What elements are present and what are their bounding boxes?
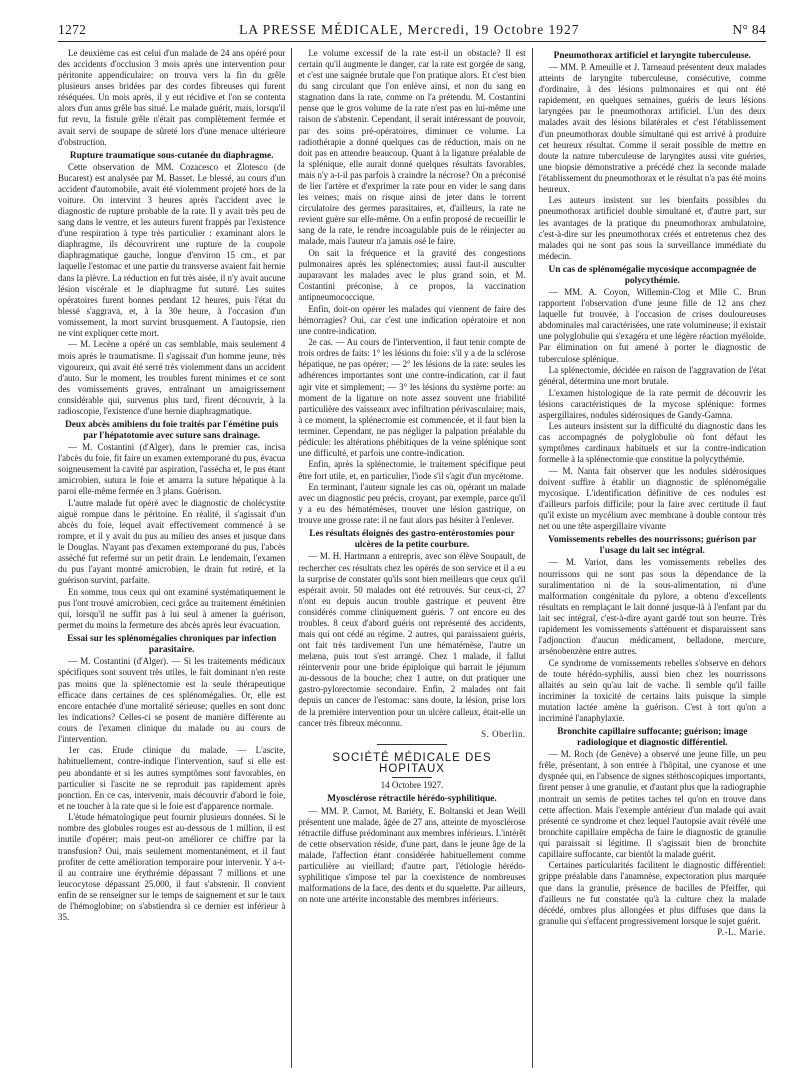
section-heading: Un cas de splénomégalie mycosique accompagnée de polycythémie. [548,264,757,286]
section-divider [392,777,432,778]
paragraph: — MM. P. Carnot, M. Bariéty, E. Boltanski et Jean Weill présentent une malade, âgée de 27 ans, atteinte de myosclérose rétractile diffuse prédominant aux membres inférieurs. L'intérêt de cette observation réside, d'une part, dans le jeune âge de la malade, l'affection étant considérée habituellement comme particulière au vieillard; d'autre part, l'étiologie hérédo-syphilitique s'impose tel par la coexistence de nombreuses malformations de la face, des dents et du squelette. Par ailleurs, on note une artérite inconstable des membres inférieurs. [298,805,526,905]
section-heading: Deux abcès amibiens du foie traités par l'émétine puis par l'hépatotomie avec suture sans drainage. [65,419,279,442]
column-1 [58,48,291,1068]
paragraph: L'examen histologique de la rate permit de découvrir les lésions caractéristiques de la mycose splénique: formes aspergillaires, nodules sidérosiques de Gandy-Gamna. [538,387,766,420]
paragraph: — M. H. Hartmann a entrepris, avec son élève Soupault, de rechercher ces résultats chez les opérés de son service et il a eu la surprise de constater qu'ils sont bien meilleurs que ceux qu'il espérait avoir. 50 malades ont été retrouvés. Sur ceux-ci, 27 n'ont eu depuis aucun trouble gastrique et peuvent être considérés comme cliniquement guéris. 7 ont encore eu des troubles. 8 ceux d'abord guéris ont représenté des accidents, mais qui ont cédé au régime. 2 autres, qui paraissaient guéris, ont fait très tardivement l'un une hématémèse, l'autre un melæna, puis tout s'est arrangé. Chez 1 malade, il fallut réintervenir pour une bride épiploïque qui barrait le jéjunum au-dessous de la bouche; chez 1 autre, on dut pratiquer une gastro-pylorectomie secondaire. Enfin, 2 malades ont fait depuis un cancer de l'estomac: sans doute, la lésion, prise lors de la première intervention pour un ulcère calleux, était-elle un cancer très fibreux méconnu. [298,551,526,728]
paragraph: Cette observation de MM. Cozacesco et Zlotesco (de Bucarest) est analysée par M. Basset. Le blessé, au cours d'un accident d'automobile, avait été violemment projeté hors de la voiture. On intervint 3 heures après l'accident avec le diagnostic de rupture probable de la rate. Il y avait très peu de sang dans le ventre, et les auteurs furent frappés par l'existence d'une respiration à type très particulier : examinant alors le diaphragme, ils découvrirent une rupture de la coupole diaphragmatique gauche, longue d'environ 15 cm., et par laquelle l'estomac et une partie du transverse avaient fait hernie dans la plèvre. La réduction en fut très aisée, il n'y avait aucune lésion viscérale et le diaphragme fut suturé. Les suites opératoires furent bonnes pendant 12 heures, puis l'état du blessé s'aggrava, et, à la 30e heure, à l'occasion d'un vomissement, la mort survint brusquement. A l'autopsie, rien ne vint expliquer cette mort. [58,161,286,338]
paragraph: Le deuxième cas est celui d'un malade de 24 ans opéré pour des accidents d'occlusion 3 mois après une intervention pour péritonite appendiculaire: on trouva vers la fin du grêle plusieurs anses bridées par des cordes fibreuses qui furent réséquées. Un mois après, il y eut récidive et l'on se contenta alors d'un anus grêle bas situé. Le malade guérit, mais, lorsqu'il fut revu, la fistule grêle n'était pas complètement fermée et avait servi de soupape de sûreté lors d'une menace ultérieure d'obstruction. [58,48,286,147]
author-signature: P.-L. Marie. [717,927,766,938]
author-signature: S. Oberlin. [481,729,526,740]
paragraph: 2e cas. — Au cours de l'intervention, il faut tenir compte de trois ordres de faits: 1° les lésions du foie: s'il y a de la sclérose hépatique, ne pas opérer; — 2° les lésions de la rate: seules les adhérences importantes sont une contre-indication, car il faut agir vite et simplement; — 3° les lésions du système porte: au moment de la ligature on note assez souvent une friabilité particulière des vaisseaux avec infiltration périvasculaire; mais, à ce moment, la splénectomie est commencée, et il faut bien la terminer. Cependant, ne pas négliger la palpation préalable du pédicule: les altérations phébitiques de la veine splénique sont une difficulté, et parfois une contre-indication. [298,337,526,458]
paragraph: Ce syndrome de vomissements rebelles s'observe en dehors de toute hérédo-syphilis, aussi bien chez les nourrissons allaités au sein qu'au lait de vache. Il semble qu'il faille incriminer la toxicité de certains laits puisque la simple mutation lactée amène la guérison. C'est à tort qu'on a incriminé l'anaphylaxie. [538,657,766,723]
paragraph: Les auteurs insistent sur les bienfaits possibles du pneumothorax artificiel double simultané et, d'autre part, sur les avantages de la pratique du pneumothorax ambulatoire, c'est-à-dire sur les pneumothorax créés et entretenus chez des malades qui ne sont pas sous la surveillance immédiate du médecin. [538,195,766,261]
paragraph: L'étude hématologique peut fournir plusieurs données. Si le nombre des globules rouges est au-dessous de 1 million, il est inutile d'opérer; mais peut-on améliorer ce chiffre par la transfusion? Oui, mais seulement momentanément, et il faut profiter de cette amélioration temporaire pour intervenir. Y a-t-il au contraire une érythrémie dépassant 7 millions et une leucocytose dépassant 25.000, il faut s'abstenir. Il convient enfin de se renseigner sur le temps de saignement et sur le taux de l'hémoglobine; on s'abstiendra si ce dernier est inférieur à 35. [58,812,286,922]
section-heading: Les résultats éloignés des gastro-entérostomies pour ulcères de la petite courbure. [309,529,515,551]
issue-number: N° 84 [732,22,766,37]
page-number: 1272 [58,22,87,37]
paragraph: — M. Roch (de Genève) a observé une jeune fille, un peu frêle, présentant, à son entrée à l'hôpital, une cyanose et une dyspnée qui, en l'absence de signes stéthoscopiques importants, firent penser à une granulie, et d'autant plus que la radiographie montrait un semis de petites taches tel qu'on en trouve dans cette affection. Mais l'exemple antérieur d'un malade qui avait présenté ce syndrome et chez lequel l'autopsie avait révélé une bronchite capillaire empêcha de faire le diagnostic de granulie qui paraissait si légitime. Il s'agissait bien de bronchite capillaire suffocante, car bientôt la malade guérit. [538,749,766,859]
paragraph: En terminant, l'auteur signale les cas où, opérant un malade avec un diagnostic peu précis, croyant, par exemple, parce qu'il y a eu des hématémèses, trouver une lésion gastrique, on trouve une grosse rate: il ne faut alors pas hésiter à l'enlever. [298,482,526,526]
column-3 [533,48,766,1068]
paragraph: Le volume excessif de la rate est-il un obstacle? Il est certain qu'il augmente le danger, car la rate est gorgée de sang, et c'est une saignée brutale que l'on pratique alors. Et c'est bien du sang circulant que l'on enlève ainsi, et non du sang en stagnation dans la rate, comme on l'a prétendu. M. Costantini pense que le gros volume de la rate n'est pas en lui-même une raison de s'abstenir. Cependant, il serait intéressant de pouvoir, par des soins pré-opératoires, diminuer ce volume. La radiothérapie a donné quelques cas de réduction, mais on ne doit pas en attendre beaucoup. Quant à la ligature préalable de la splénique, elle aurait donné quelques résultats favorables, mais n'y a-t-il pas parfois à craindre la nécrose? On a préconisé de lier l'artère et d'exprimer la rate pour en vider le sang dans les veines; mais on risque ainsi de jeter dans le torrent circulatoire des germes parasitaires, et, d'ailleurs, la rate ne revient guère sur elle-même. On a enfin proposé de recueillir le sang de la rate, le rendre incoagulable puis de le réinjecter au malade, mais l'auteur n'a jamais osé le faire. [298,48,526,247]
society-heading: SOCIÉTÉ MÉDICALE DES HOPITAUX [332,752,492,776]
paragraph: — MM. P. Ameuille et J. Tarneaud présentent deux malades atteints de laryngite tuberculeuse, consécutive, comme d'ordinaire, à des lésions pulmonaires et qui ont été rapidement, en quelques semaines, guéris de leurs lésions laryngées par le pneumothorax artificiel. L'un des deux malades avait des lésions bilatérales et c'est l'établissement d'un pneumothorax double simultané qui est arrivé à produire cet heureux résultat. Comme il serait possible de mettre en doute la nature tuberculeuse de laryngites aussi vite guéries, une biopsie démonstrative a précédé chez la seconde malade l'établissement du pneumothorax et le résultat n'a pas été moins heureux. [538,62,766,194]
paragraph: On sait la fréquence et la gravité des congestions pulmonaires après les splénectomies; aussi faut-il ausculter auparavant les malades avec le plus grand soin, et M. Costantini préconise, à ce propos, la vaccination antipneumococcique. [298,247,526,303]
paragraph: Les auteurs insistent sur la difficulté du diagnostic dans les cas accompagnés de polyglobulie où font défaut les symptômes cardinaux habituels et sur la contre-indication formelle à la splénectomie que constitue la polycythémie. [538,421,766,465]
paragraph: — M. Costantini (d'Alger), dans le premier cas, incisa l'abcès du foie, fit faire un examen extemporané du pus, évacua soigneusement la cavité par aspiration, l'assécha et, le pus étant amicrobien, sutura le foie et amarra la suture hépatique à la paroi elle-même fermée en 3 plans. Guérison. [58,442,286,497]
header-rule [58,41,766,42]
section-heading: Essai sur les splénomégalies chroniques par infection parasitaire. [67,634,277,656]
paragraph: En somme, tous ceux qui ont examiné systématiquement le pus l'ont trouvé amicrobien, ceci grâce au traitement émétinien qui, lorsqu'il ne suffit pas à lui seul à amener la guérison, permet du moins la fermeture des abcès après leur évacuation. [58,586,286,631]
paragraph: Enfin, après la splénectomie, le traitement spécifique peut être fort utile, et, en particulier, l'iode s'il s'agit d'un mycétome. [298,459,526,481]
section-divider [377,744,447,745]
column-2 [292,48,531,1068]
paragraph: 1er cas. Etude clinique du malade. — L'ascite, habituellement, contre-indique l'intervention, sauf si elle est peu abondante et si les autres symptômes sont favorables, en particulier si l'ascite ne se reproduit pas rapidement après ponction. En ce cas, intervenir, mais découvrir d'abord le foie, et ne toucher à la rate que si le foie est d'apparence normale. [58,745,286,811]
section-heading: Myosclérose rétractile hérédo-syphilitique. [327,794,497,805]
paragraph: — M. Variot, dans les vomissements rebelles des nourrissons qui ne sont pas sous la dépendance de la suralimentation ni de la sous-alimentation, ni d'une malformation congénitale du pylore, a obtenu d'excellents résultats en remplaçant le lait donné jusque-là à l'enfant par du lait sec intégral, c'est-à-dire ayant gardé tout son beurre. Très rapidement les vomissements s'atténuent et disparaissent sans l'adjonction d'aucun médicament, belladone, mercure, arsénobenzène entre autres. [538,557,766,657]
section-heading: Bronchite capillaire suffocante; guérison; image radiologique et diagnostic différentiel. [557,727,748,749]
paragraph: La splénectomie, décidée en raison de l'aggravation de l'état général, détermina une mort brutale. [538,364,766,387]
section-heading: Vomissements rebelles des nourrissons; guérison par l'usage du lait sec intégral. [548,535,757,557]
section-heading: Pneumothorax artificiel et laryngite tuberculeuse. [553,51,751,61]
page-header [58,22,766,38]
paragraph: Enfin, doit-on opérer les malades qui viennent de faire des hémorragies? Oui, car c'est une indication opératoire et non une contre-indication. [298,303,526,336]
article-columns [58,48,766,1068]
paragraph: — M. Nanta fait observer que les nodules sidérosiques doivent suffire à établir un diagnostic de splénomégalie mycosique. L'identification définitive de ces nodules est d'ailleurs parfois difficile; pour la faire avec certitude il faut qu'il existe un mycélium avec membrane à double contour très net ou une tête aspergillaire vivante [538,465,766,532]
paragraph: L'autre malade fut opéré avec le diagnostic de cholécystite aiguë rompue dans le péritoine. En réalité, il s'agissait d'un abcès du foie, lequel avait effectivement commencé à se rompre, et il y avait du pus au milieu des anses et jusque dans le Douglas. N'ayant pas d'examen extemporané du pus, l'abcès asséché fut refermé sur un petit drain. Le lendemain, l'examen du pus l'ayant montré amicrobien, le drain fut retiré, et la guérison survint, parfaite. [58,497,286,586]
session-date: 14 Octobre 1927. [380,780,444,791]
paragraph: Certaines particularités facilitent le diagnostic différentiel: grippe préalable dans l'anamnèse, expectoration plus marquée que dans la granulie, présence de bacilles de Pfeiffer, qui d'ailleurs ne fut constatée qu'à la culture chez la malade décédé, ombres plus allongées et plus diffuses que dans la granulie qui s'effacent progressivement lorsque le sujet guérit. [538,860,766,926]
section-heading: Rupture traumatique sous-cutanée du diaphragme. [69,150,274,161]
journal-title: LA PRESSE MÉDICALE, Mercredi, 19 Octobre 1927 [239,22,580,37]
paragraph: — M. Costantini (d'Alger). — Si les traitements médicaux spécifiques sont souvent très utiles, le fait dominant n'en reste pas moins que la splénectomie est la seule thérapeutique efficace dans certaines de ces splénomégalies. Or, elle est encore entachée d'une mortalité sérieuse; quelles en sont donc les indications? Celles-ci se posent de manière différente au cours de l'examen clinique du malade ou au cours de l'intervention. [58,656,286,744]
paragraph: — MM. A. Coyon, Willemin-Clog et Mlle C. Brun rapportent l'observation d'une jeune fille de 12 ans chez laquelle fut trouvée, à l'occasion de crises douloureuses abdominales mal caractérisées, une rate volumineuse; il existait une polyglobulie qui s'exagéra et une légère réaction myéloïde. Par élimination on fut amené à porter le diagnostic de tuberculose splénique. [538,287,766,364]
paragraph: — M. Lecène a opéré un cas semblable, mais seulement 4 mois après le traumatisme. Il s'agissait d'un homme jeune, très vigoureux, qui avait été serré très violemment dans un accident d'auto. Sur le moment, les troubles furent minimes et ce sont des vomissements graves, entraînant un amaigrissement considérable qui, survenus plus tard, firent découvrir, à la radioscopie, l'existence d'une hernie diaphragmatique. [58,339,286,416]
